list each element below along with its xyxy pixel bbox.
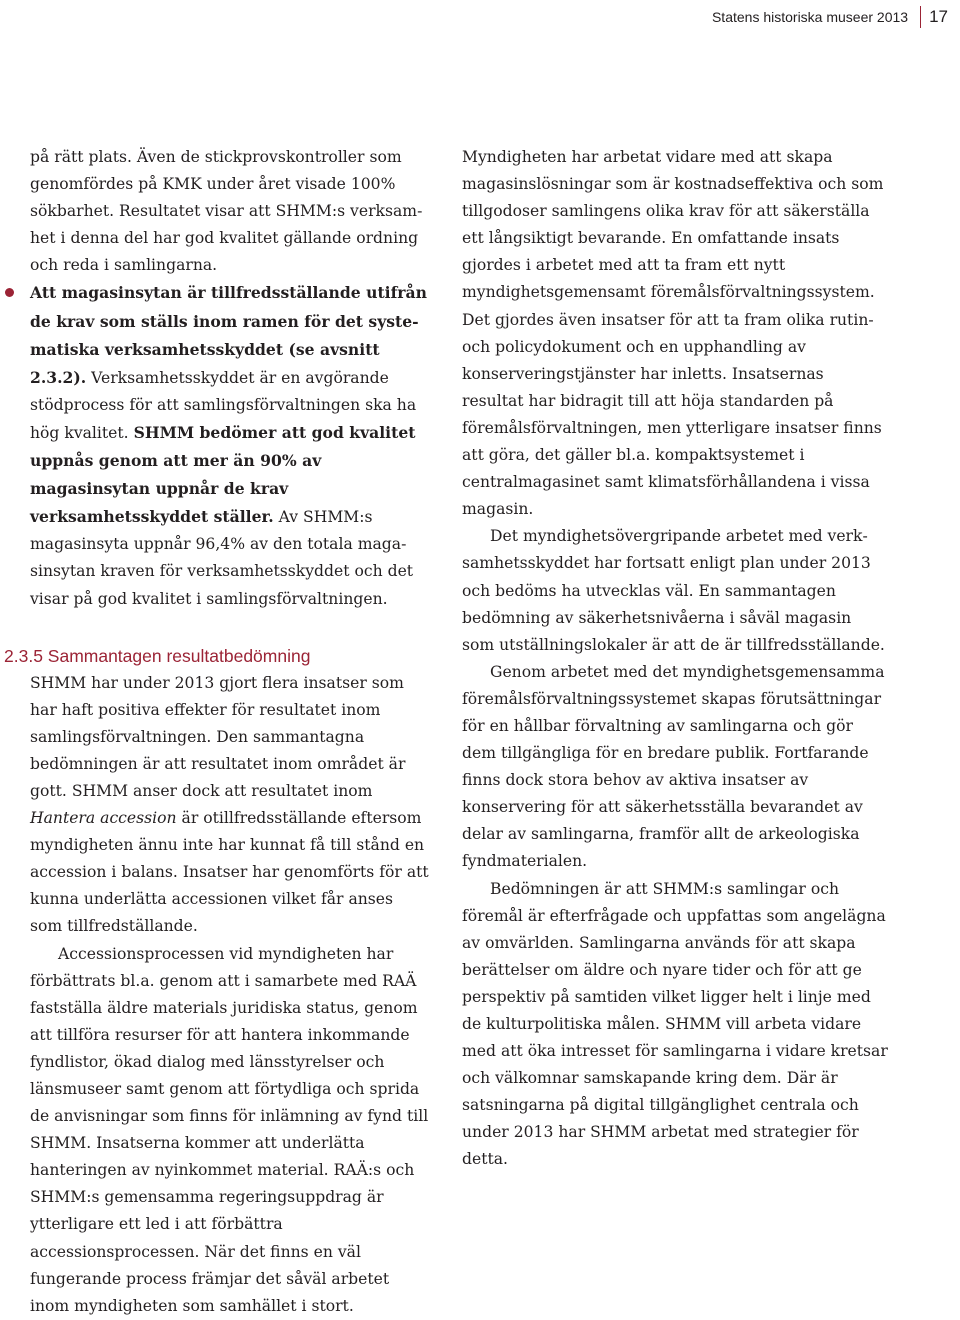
right-paragraph-4: Bedömningen är att SHMM:s samlingar och föremål är efterfrågade och uppfattas som angelägna av omvärlden. Samlingarna används för att skapa berättelser om äldre och nyare tider och för att ge perspektiv på samtiden vilket ligger helt i linje med de kulturpolitiska målen. SHMM vill arbeta vidare med att öka intresset för samlingarna i vidare kretsar och välkomnar samskapande kring dem. Där är satsningarna på digital tillgänglighet centrala och under 2013 har SHMM arbetat med strategier för detta.: [462, 879, 888, 1169]
bullet-bold-claim: SHMM bedömer att god kvalitet uppnås genom att mer än 90% av magasinsytan uppnår de krav verksamhetsskyddet ställer.: [30, 422, 416, 527]
bullet-body: Verksamhetsskyddet är en avgörande stödprocess för att samlingsförvaltningen ska ha hög kvalitet.: [30, 368, 417, 442]
running-title: Statens historiska museer 2013: [711, 9, 909, 25]
p2-part-b: är otillfredsställande eftersom myndigheten ännu inte har kunnat få till stånd en accession i balans. Insatser har genomförts för att kunna underlätta accessionen vilket får anses som tillfredställande.: [30, 809, 429, 936]
bullet-item: [30, 279, 430, 612]
section-heading: 2.3.5 Sammantagen resultatbedömning: [4, 645, 311, 666]
left-paragraph-2: [30, 670, 430, 941]
page-number: 17: [929, 7, 948, 26]
left-paragraph-1: på rätt plats. Även de stickprovskontroller som genomfördes på KMK under året visade 100% sökbarhet. Resultatet visar att SHMM:s verksamhet i denna del har god kvalitet gällande ordning och reda i samlingarna.: [30, 148, 423, 275]
right-paragraph-3: Genom arbetet med det myndighetsgemensamma föremålsförvaltningssystemet skapas förutsättningar för en hållbar förvaltning av samlingarna och gör dem tillgängliga för en bredare publik. Fortfarande finns dock stora behov av aktiva insatser av konservering för att säkerhetsställa bevarandet av delar av samlingarna, framför allt de arkeologiska fyndmaterialen.: [462, 662, 885, 871]
p2-emphasis: Hantera accession: [30, 809, 177, 828]
p2-part-a: SHMM har under 2013 gjort flera insatser som har haft positiva effekter för resultatet inom samlingsförvaltningen. Den sammantagna bedömningen är att resultatet inom området är gott. SHMM anser dock att resultatet inom: [30, 673, 406, 800]
right-paragraph-1: Myndigheten har arbetat vidare med att skapa magasinslösningar som är kostnadseffektiva och som tillgodoser samlingens olika krav för att säkerställa ett långsiktigt bevarande. En omfattande insats gjordes i arbetet med att ta fram ett nytt myndighetsgemensamt föremålsförvaltningssystem. Det gjordes även insatser för att ta fram olika rutin- och policydokument och en upphandling av konserveringstjänster har inletts. Insatsernas resultat har bidragit till att höja standarden på föremålsförvaltningen, men ytterligare insatser finns att göra, det gäller bl.a. kompaktsystemet i centralmagasinet samt klimatsförhållandena i vissa magasin.: [462, 148, 884, 519]
bullet-text: [30, 279, 430, 612]
bullet-body-2: Av SHMM:s magasinsyta uppnår 96,4% av den totala magasinsytan kraven för verksamhetsskyddet och det visar på god kvalitet i samlingsförvaltningen.: [30, 508, 414, 608]
bullet-dot-icon: [5, 288, 14, 297]
right-paragraph-2: Det myndighetsövergripande arbetet med verksamhetsskyddet har fortsatt enligt plan under 2013 och bedöms ha utvecklas väl. En sammantagen bedömning av säkerhetsnivåerna i såväl magasin som utställningslokaler är att de är tillfredsställande.: [462, 527, 885, 654]
page-header: [712, 6, 948, 28]
right-column: [462, 144, 888, 1174]
left-paragraph-3: Accessionsprocessen vid myndigheten har förbättrats bl.a. genom att i samarbete med RAÄ fastställa äldre materials juridiska status, genom att tillföra resurser för att hantera inkommande fyndlistor, ökad dialog med länsstyrelser och länsmuseer samt genom att förtydliga och sprida de anvisningar som finns för inlämning av fynd till SHMM. Insatserna kommer att underlätta hanteringen av nyinkommet material. RAÄ:s och SHMM:s gemensamma regeringsuppdrag är ytterligare ett led i att förbättra accessionsprocessen. När det finns en väl fungerande process främjar det såväl arbetet inom myndigheten som samhället i stort.: [30, 944, 429, 1315]
left-column: [4, 144, 430, 1320]
bullet-bold-lead: Att magasinsytan är tillfredsställande utifrån de krav som ställs inom ramen för det systematiska verksamhetsskyddet (se avsnitt 2.3.2).: [30, 283, 427, 387]
